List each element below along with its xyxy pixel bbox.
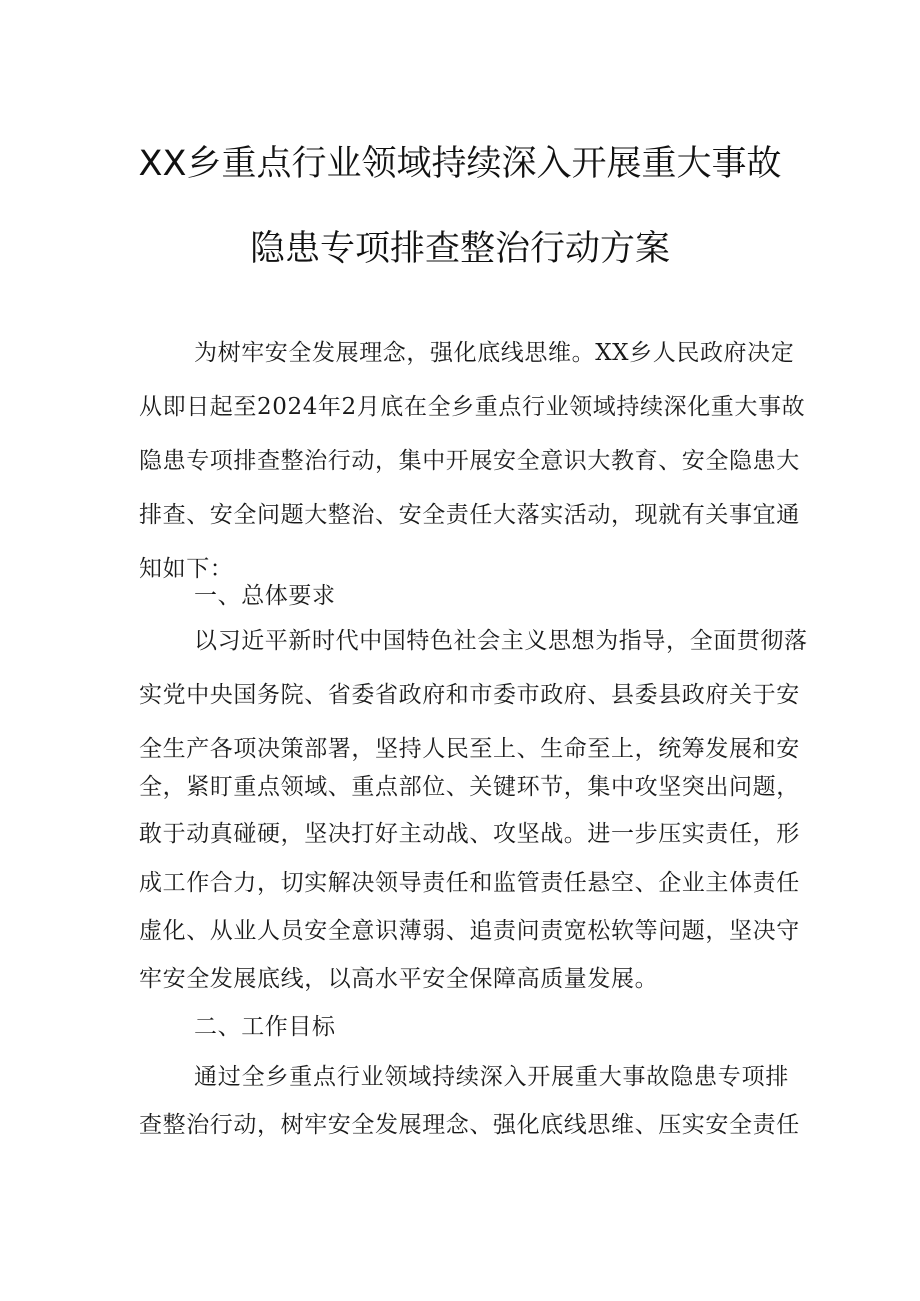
intro-paragraph-line: 隐患专项排查整治行动，集中开展安全意识大教育、安全隐患大 <box>139 448 800 474</box>
intro-paragraph-line: 从即日起至2024年2月底在全乡重点行业领域持续深化重大事故 <box>139 394 806 420</box>
section2-paragraph-line: 通过全乡重点行业领域持续深入开展重大事故隐患专项排 <box>194 1064 789 1090</box>
document-title-line-2: 隐患专项排查整治行动方案 <box>249 229 670 269</box>
section-heading-general-requirements: 一、总体要求 <box>194 583 336 609</box>
intro-paragraph-line: 知如下： <box>139 556 234 582</box>
intro-paragraph-line: 为树牢安全发展理念，强化底线思维。XX乡人民政府决定 <box>194 340 795 366</box>
document-title-line-1: XX乡重点行业领域持续深入开展重大事故 <box>138 144 782 184</box>
section1-paragraph-line: 成工作合力，切实解决领导责任和监管责任悬空、企业主体责任 <box>139 870 800 896</box>
section-heading-work-goals: 二、工作目标 <box>194 1014 336 1040</box>
section1-paragraph-line: 敢于动真碰硬，坚决打好主动战、攻坚战。进一步压实责任，形 <box>139 821 800 847</box>
section1-paragraph-line: 虚化、从业人员安全意识薄弱、追责问责宽松软等问题，坚决守 <box>139 918 800 944</box>
section1-paragraph-line: 全，紧盯重点领域、重点部位、关键环节，集中攻坚突出问题， <box>139 774 800 800</box>
section1-paragraph-line: 牢安全发展底线，以高水平安全保障高质量发展。 <box>139 966 659 992</box>
section1-paragraph-line: 以习近平新时代中国特色社会主义思想为指导，全面贯彻落 <box>194 628 808 654</box>
section2-paragraph-line: 查整治行动，树牢安全发展理念、强化底线思维、压实安全责任 <box>139 1112 800 1138</box>
section1-paragraph-line: 实党中央国务院、省委省政府和市委市政府、县委县政府关于安 <box>139 682 800 708</box>
section1-paragraph-line: 全生产各项决策部署，坚持人民至上、生命至上，统筹发展和安 <box>139 736 800 762</box>
intro-paragraph-line: 排查、安全问题大整治、安全责任大落实活动，现就有关事宜通 <box>139 502 800 528</box>
